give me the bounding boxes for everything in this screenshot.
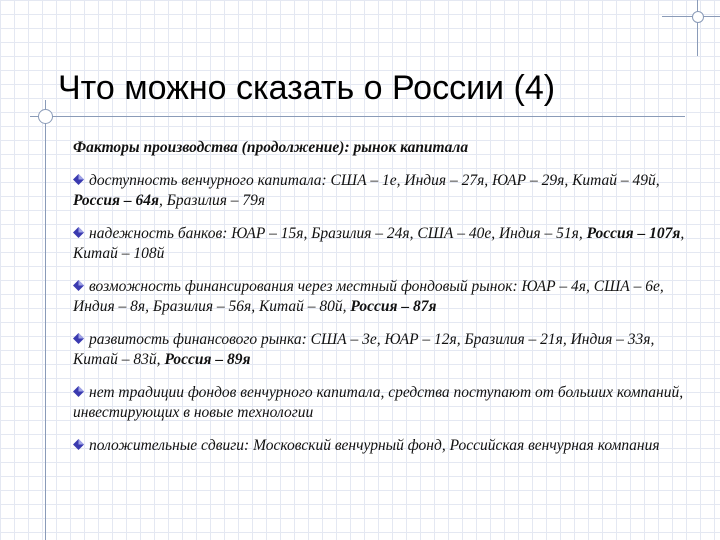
bullet-text: положительные сдвиги: Московский венчурный фонд, Российская венчурная компания [89,437,660,454]
bullet-text: доступность венчурного капитала: США – 1е, Индия – 27я, ЮАР – 29я, Китай – 49й, [89,172,660,189]
russia-rank-highlight: Россия – 89я [164,351,251,368]
corner-decoration-vertical-line [697,0,698,56]
bullet-text: возможность финансирования через местный фондовый рынок: ЮАР – 4я, США – 6е, Индия – 8я, Бразилия – 56я, Китай – 80й, [73,278,664,315]
title-ring-icon [38,109,53,124]
corner-ring-icon [692,11,704,23]
bullet-item [73,330,688,370]
slide-content [73,138,688,469]
diamond-bullet-icon [73,333,84,344]
bullet-item [73,436,688,456]
bullet-list [73,171,688,456]
russia-rank-highlight: Россия – 107я [586,225,681,242]
bullet-item [73,383,688,423]
bullet-item [73,171,688,211]
russia-rank-highlight: Россия – 87я [350,298,437,315]
bullet-text: нет традиции фондов венчурного капитала, средства поступают от больших компаний, инвестирующих в новые технологии [73,384,684,421]
title-rule-vertical-line [45,100,46,540]
bullet-text: , Китай – 108й [73,225,685,262]
slide-title: Что можно сказать о России (4) [58,69,556,107]
diamond-bullet-icon [73,227,84,238]
title-rule-horizontal-line [30,116,685,117]
bullet-item [73,224,688,264]
bullet-text: развитость финансового рынка: США – 3е, ЮАР – 12я, Бразилия – 21я, Индия – 33я, Китай – 83й, [73,331,655,368]
russia-rank-highlight: Россия – 64я [73,192,160,209]
diamond-bullet-icon [73,386,84,397]
bullet-text: надежность банков: ЮАР – 15я, Бразилия – 24я, США – 40е, Индия – 51я, [89,225,587,242]
diamond-bullet-icon [73,174,84,185]
corner-decoration-horizontal-line [662,16,720,17]
diamond-bullet-icon [73,439,84,450]
slide-subtitle: Факторы производства (продолжение): рынок капитала [73,139,469,156]
bullet-item [73,277,688,317]
bullet-text: , Бразилия – 79я [159,192,266,209]
diamond-bullet-icon [73,280,84,291]
